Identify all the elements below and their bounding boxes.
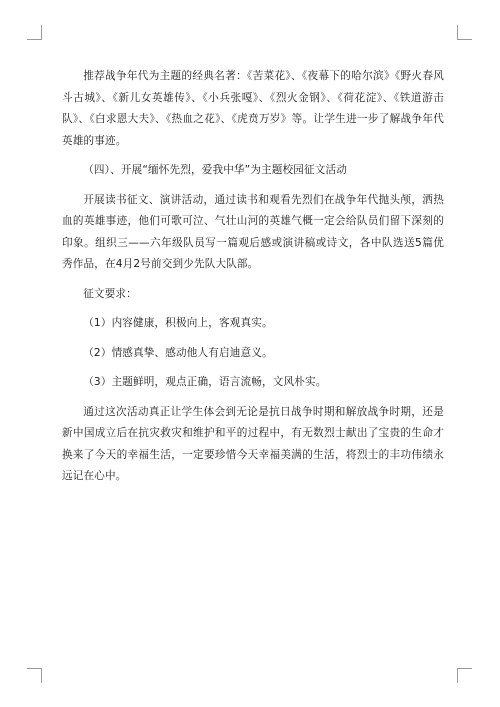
paragraph-conclusion: 通过这次活动真正让学生体会到无论是抗日战争时期和解放战争时期，还是新中国成立后在抗灾救灾和维护和平的过程中，有无数烈士献出了宝贵的生命才换来了今天的幸福生活，一定要珍惜今天幸福美满的生活，将烈士的丰功伟绩永远记在心中。 (62, 405, 444, 482)
crop-mark-bottom-left (27, 668, 42, 683)
crop-mark-top-left (27, 25, 42, 40)
paragraph-essay-requirements-label: 征文要求： (83, 287, 137, 300)
paragraph-recommended-books: 推荐战争年代为主题的经典名著：《苦菜花》、《夜幕下的哈尔滨》《野火春风斗古城》、《新儿女英雄传》、《小兵张嘎》、《烈火金钢》、《荷花淀》、《铁道游击队》、《白求恩大夫》、《热血之花》、《虎贲万岁》等。让学生进一步了解战争年代英雄的事迹。 (62, 70, 444, 147)
document-body (62, 66, 444, 496)
requirement-item-1: （1）内容健康，积极向上，客观真实。 (83, 317, 273, 329)
requirement-item-3: （3）主题鲜明，观点正确，语言流畅，文风朴实。 (83, 376, 327, 388)
crop-mark-top-right (457, 25, 472, 40)
section-heading-essay-activity: （四）、开展“缅怀先烈，爱我中华”为主题校园征文活动 (83, 164, 348, 176)
paragraph-activity-description: 开展读书征文、演讲活动，通过读书和观看先烈们在战争年代抛头颅，洒热血的英雄事迹，他们可歌可泣、气壮山河的英雄气概一定会给队员们留下深刻的印象。组织三——六年级队员写一篇观后感或演讲稿或诗文，各中队选送5篇优秀作品，在4月2号前交到少先队大队部。 (62, 193, 444, 270)
requirement-item-2: （2）情感真挚、感动他人有启迪意义。 (83, 346, 273, 359)
crop-mark-bottom-right (457, 668, 472, 683)
